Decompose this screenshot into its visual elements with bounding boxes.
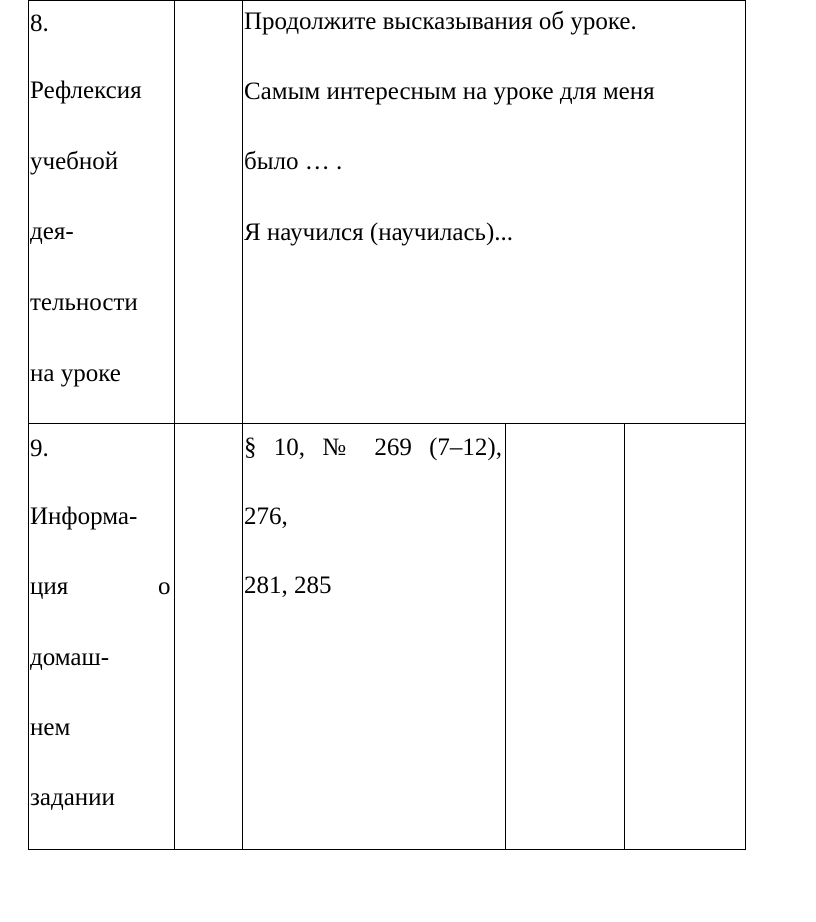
table-border-bottom (28, 849, 746, 850)
content-line: § 10, № 269 (7–12), (244, 434, 502, 461)
stage-title-line: Информа- (30, 503, 138, 530)
stage-title-line: нем (30, 714, 71, 741)
stage-title-line: на уроке (30, 360, 121, 387)
stage-title-line: тельности (30, 289, 138, 316)
content-line: 281, 285 (244, 572, 332, 599)
content-line: было … . (244, 148, 343, 175)
empty-cell (506, 424, 624, 849)
stage-title-line: дея- (30, 218, 74, 245)
empty-cell (625, 424, 745, 849)
stage-number: 8. (30, 10, 49, 37)
stage-title-line: домаш- (30, 644, 110, 671)
column-divider-1 (174, 0, 175, 850)
stage-title-line: учебной (30, 148, 119, 175)
stage-title-line: ция (30, 573, 69, 600)
content-line: Я научился (научилась)... (244, 219, 514, 246)
column-divider-2 (242, 0, 243, 850)
stage-title-line: Рефлексия (30, 77, 142, 104)
table-row (28, 424, 174, 849)
stage-title-line: задании (30, 784, 115, 811)
table-row (28, 0, 174, 423)
content-line: Самым интересным на уроке для меня (244, 78, 655, 105)
stage-title-line: о (158, 573, 171, 600)
content-line: Продолжите высказывания об уроке. (244, 8, 637, 35)
table-border-right (745, 0, 746, 850)
stage-number: 9. (30, 435, 49, 462)
content-line: 276, (244, 503, 288, 530)
